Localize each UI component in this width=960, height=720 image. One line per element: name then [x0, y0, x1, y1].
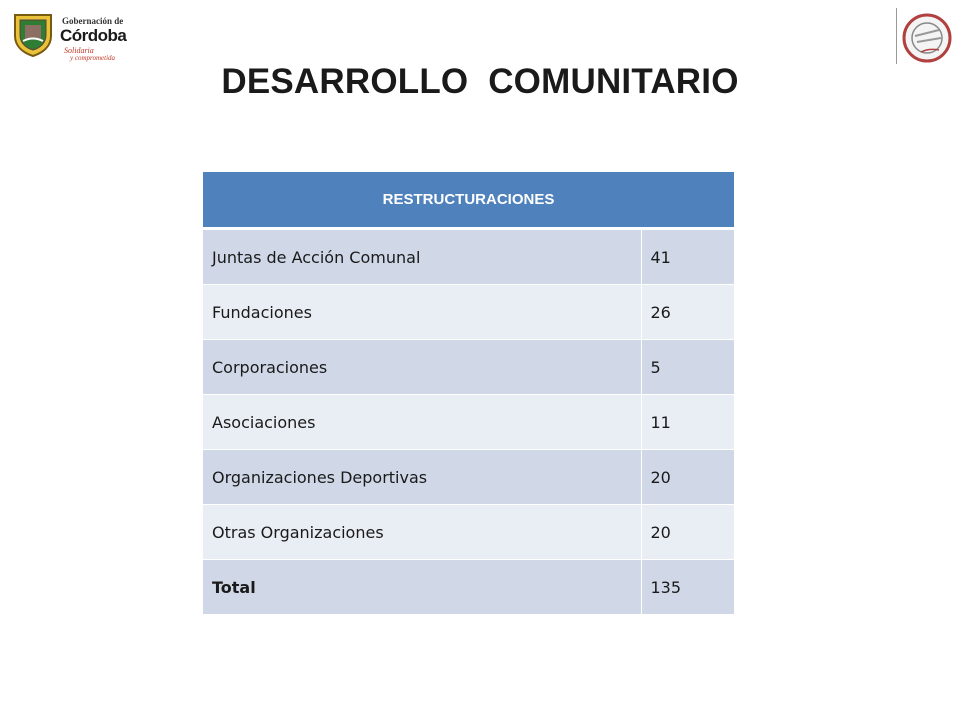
table-row: [203, 285, 734, 340]
row-value: 11: [641, 395, 734, 450]
table-total-row: [203, 560, 734, 615]
row-value: 5: [641, 340, 734, 395]
row-value: 26: [641, 285, 734, 340]
page-title: DESARROLLO COMUNITARIO: [221, 62, 739, 101]
table-row: [203, 395, 734, 450]
logo-tagline-1: Solidaria: [64, 46, 94, 55]
logo-tagline-2: y comprometida: [70, 54, 116, 62]
table-row: [203, 340, 734, 395]
coat-of-arms-icon: [12, 12, 54, 58]
row-label: Corporaciones: [203, 340, 641, 395]
table-row: [203, 229, 734, 285]
table-header: RESTRUCTURACIONES: [203, 172, 734, 229]
quality-seal-icon: [897, 8, 953, 64]
row-label: Fundaciones: [203, 285, 641, 340]
row-value: 20: [641, 450, 734, 505]
row-value: 20: [641, 505, 734, 560]
gobernacion-cordoba-logo: [12, 10, 127, 62]
table-row: [203, 505, 734, 560]
restructuring-table: [203, 172, 735, 615]
total-label: Total: [203, 560, 641, 615]
quality-seal-logo: [896, 8, 953, 64]
row-label: Organizaciones Deportivas: [203, 450, 641, 505]
logo-gov-text: Gobernación de: [62, 16, 124, 26]
row-label: Asociaciones: [203, 395, 641, 450]
row-value: 41: [641, 229, 734, 285]
logo-city-text: Córdoba: [60, 26, 127, 45]
table-row: [203, 450, 734, 505]
row-label: Juntas de Acción Comunal: [203, 229, 641, 285]
total-value: 135: [641, 560, 734, 615]
row-label: Otras Organizaciones: [203, 505, 641, 560]
